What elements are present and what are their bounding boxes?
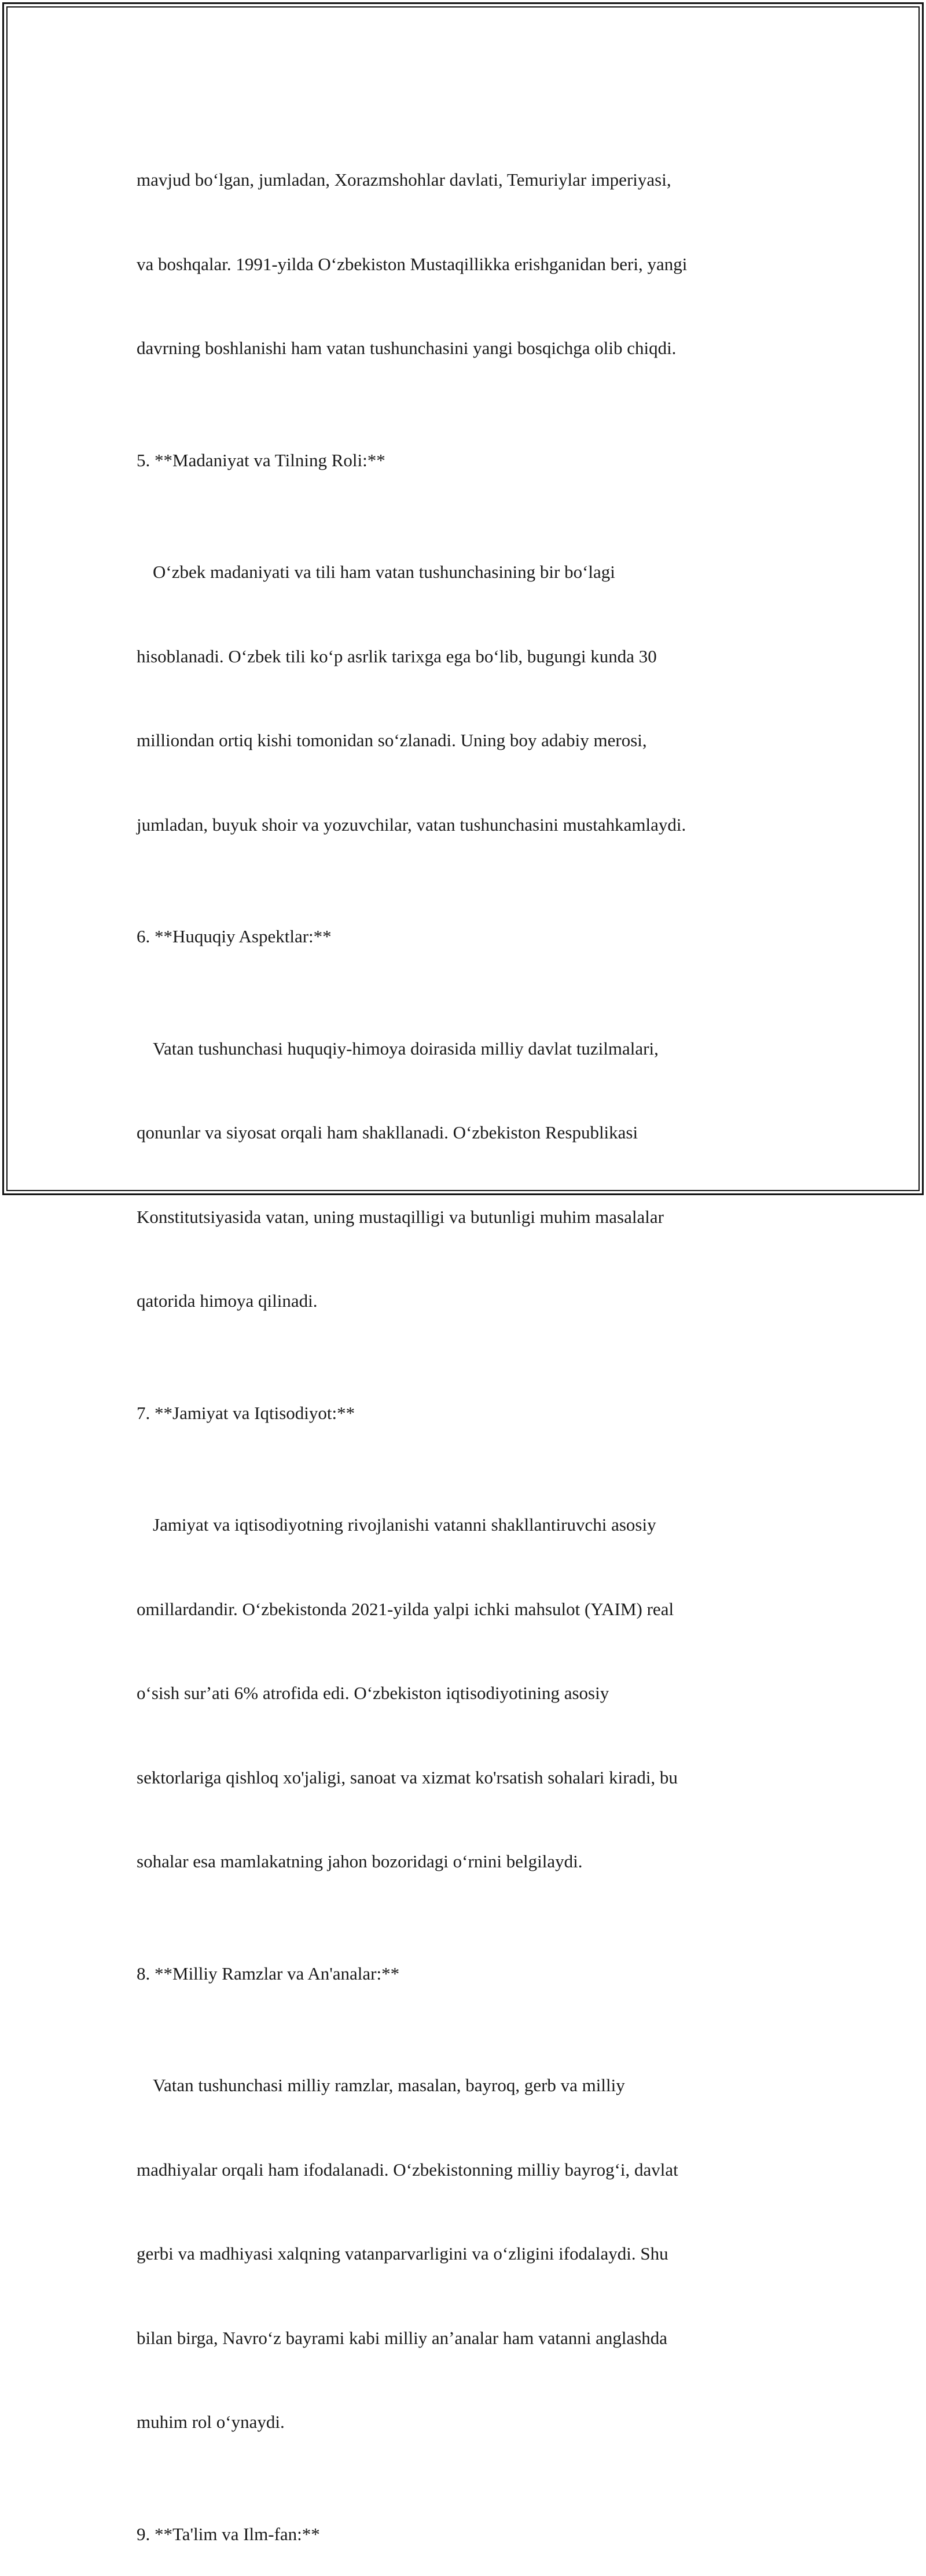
text-line: muhim rol oʻynaydi. (137, 2412, 285, 2432)
text-line: qonunlar va siyosat orqali ham shakllanadi. Oʻzbekiston Respublikasi (137, 1122, 638, 1143)
text-line: Oʻzbek madaniyati va tili ham vatan tushunchasining bir boʻlagi (153, 562, 615, 582)
text-line: milliondan ortiq kishi tomonidan soʻzlanadi. Uning boy adabiy merosi, (137, 730, 647, 750)
paragraph-history-continuation (137, 110, 802, 419)
section-heading-5: 5. **Madaniyat va Tilning Roli:** (137, 449, 385, 470)
text-line: oʻsish surʼati 6% atrofida edi. Oʻzbekiston iqtisodiyotining asosiy (137, 1683, 609, 1703)
document-body (137, 110, 802, 2576)
text-line: madhiyalar orqali ham ifodalanadi. Oʻzbekistonning milliy bayrogʻi, davlat (137, 2159, 678, 2180)
section-heading-7: 7. **Jamiyat va Iqtisodiyot:** (137, 1402, 355, 1423)
paragraph-culture-language (137, 502, 802, 895)
text-line: omillardandir. Oʻzbekistonda 2021-yilda yalpi ichki mahsulot (YAIM) real (137, 1598, 674, 1619)
text-line: davrning boshlanishi ham vatan tushunchasini yangi bosqichga olib chiqdi. (137, 338, 677, 358)
text-line: jumladan, buyuk shoir va yozuvchilar, vatan tushunchasini mustahkamlaydi. (137, 814, 686, 835)
text-line: Vatan tushunchasi huquqiy-himoya doirasida milliy davlat tuzilmalari, (153, 1038, 659, 1059)
section-heading-8: 8. **Milliy Ramzlar va An'analar:** (137, 1963, 400, 1984)
text-line: Vatan tushunchasi milliy ramzlar, masalan, bayroq, gerb va milliy (153, 2075, 625, 2095)
text-line: mavjud boʻlgan, jumladan, Xorazmshohlar davlati, Temuriylar imperiyasi, (137, 169, 671, 190)
paragraph-legal-aspects (137, 979, 802, 1372)
text-line: bilan birga, Navroʻz bayrami kabi milliy anʼanalar ham vatanni anglashda (137, 2327, 668, 2348)
text-line: Jamiyat va iqtisodiyotning rivojlanishi vatanni shakllantiruvchi asosiy (153, 1514, 656, 1535)
text-line: Konstitutsiyasida vatan, uning mustaqilligi va butunligi muhim masalalar (137, 1206, 664, 1227)
text-line: sohalar esa mamlakatning jahon bozoridagi oʻrnini belgilaydi. (137, 1851, 583, 1871)
paragraph-society-economy (137, 1455, 802, 1932)
text-line: qatorida himoya qilinadi. (137, 1291, 318, 1311)
text-line: hisoblanadi. Oʻzbek tili koʻp asrlik tarixga ega boʻlib, bugungi kunda 30 (137, 646, 657, 666)
section-heading-9: 9. **Ta'lim va Ilm-fan:** (137, 2523, 320, 2544)
text-line: gerbi va madhiyasi xalqning vatanparvarligini va oʻzligini ifodalaydi. Shu (137, 2243, 668, 2264)
text-line: va boshqalar. 1991-yilda Oʻzbekiston Mustaqillikka erishganidan beri, yangi (137, 253, 688, 274)
section-heading-6: 6. **Huquqiy Aspektlar:** (137, 926, 332, 946)
text-line: sektorlariga qishloq xo'jaligi, sanoat va xizmat ko'rsatish sohalari kiradi, bu (137, 1767, 678, 1788)
paragraph-national-symbols (137, 2015, 802, 2493)
